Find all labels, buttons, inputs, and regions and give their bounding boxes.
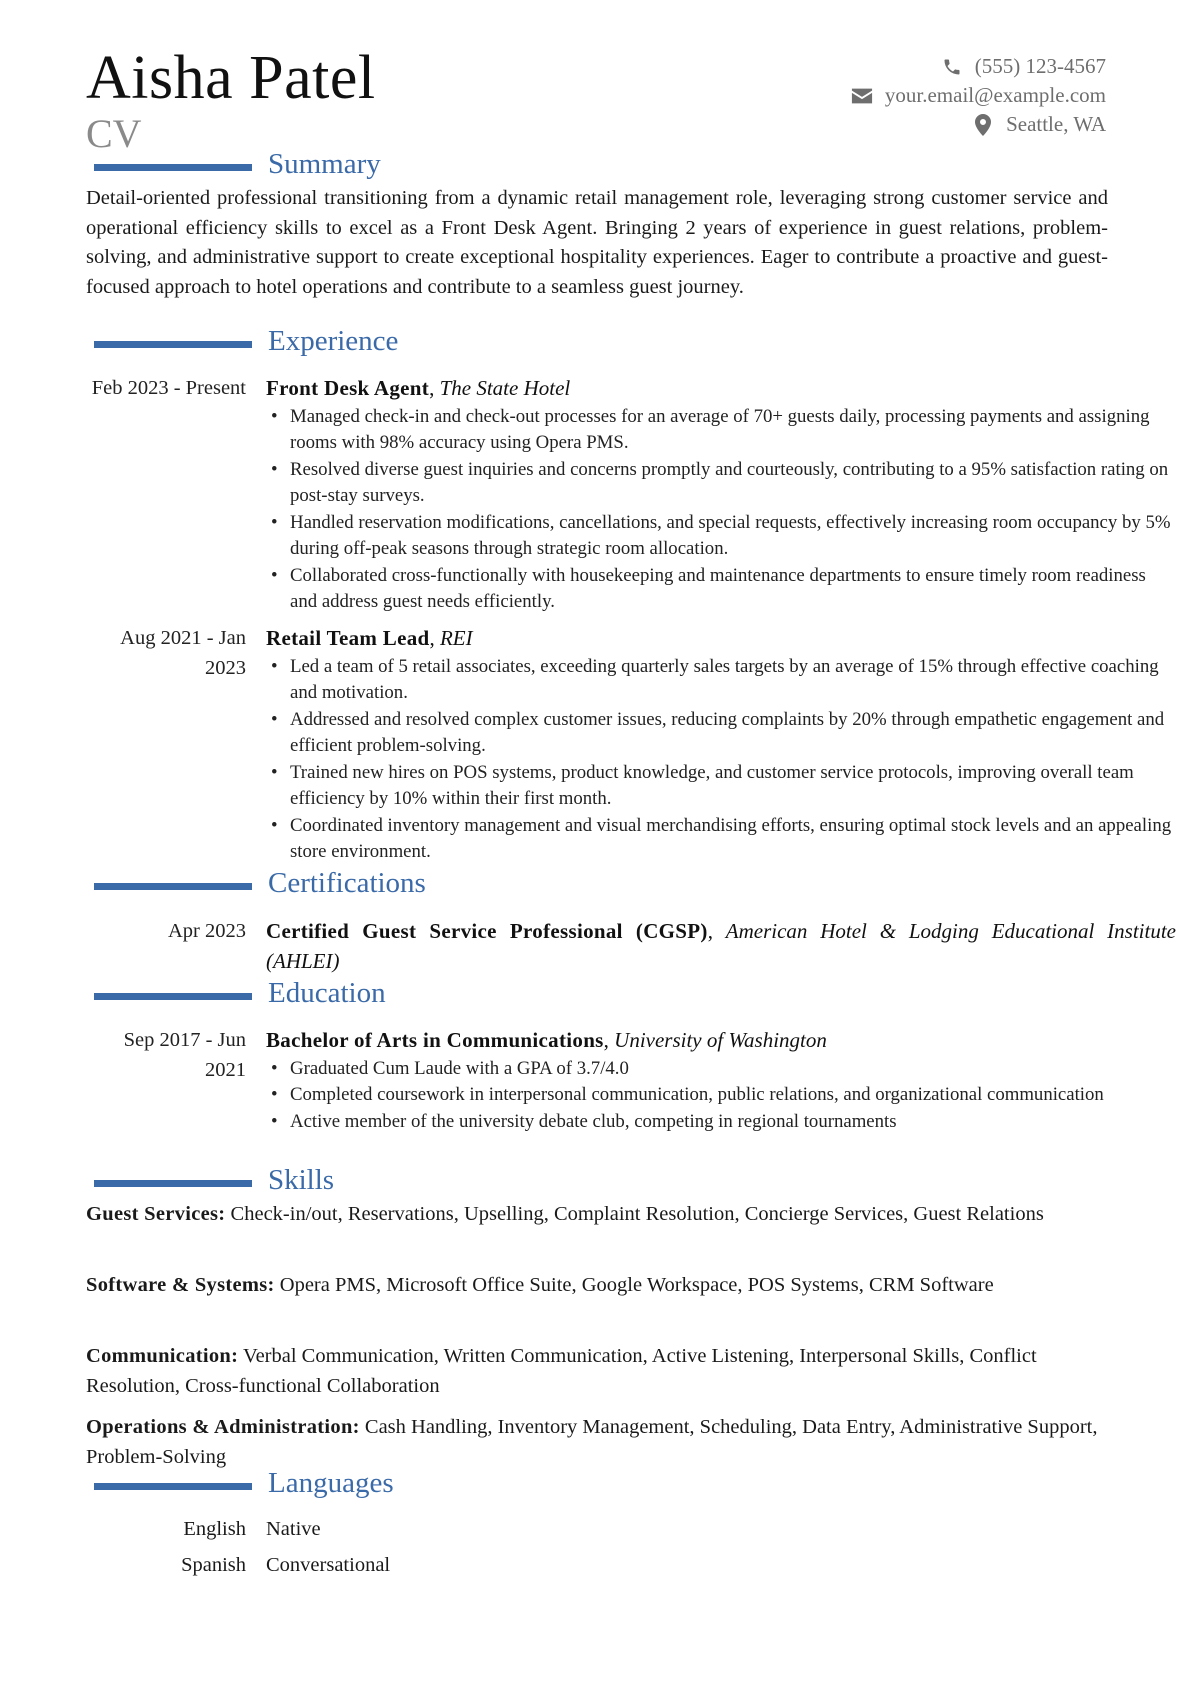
- entry-heading: Retail Team Lead, REI: [266, 626, 473, 650]
- experience-title: Experience: [268, 325, 399, 357]
- language-level: Conversational: [266, 1554, 391, 1576]
- skill-group: [86, 1413, 1108, 1472]
- entry-heading: Certified Guest Service Professional (CGSP), American Hotel & Lodging Educational Institute (AHLEI): [266, 919, 1176, 973]
- list-item: • Resolved diverse guest inquiries and concerns promptly and courteously, contributing to a 95% satisfaction rating on post-stay surveys.: [266, 457, 1176, 510]
- skill-group-label: Communication:: [86, 1345, 239, 1367]
- candidate-name: Aisha Patel: [86, 44, 376, 112]
- list-item: • Active member of the university debate club, competing in regional tournaments: [266, 1109, 1176, 1136]
- document-title: CV: [86, 111, 142, 156]
- section-accent-bar: [94, 341, 252, 348]
- envelope-icon: [851, 85, 873, 107]
- list-item: • Trained new hires on POS systems, product knowledge, and customer service protocols, improving overall team efficiency by 10% within their first month.: [266, 760, 1176, 813]
- list-item: • Coordinated inventory management and visual merchandising efforts, ensuring optimal stock levels and an appealing store environment.: [266, 813, 1176, 866]
- language-level: Native: [266, 1518, 321, 1540]
- skills-section-header: [86, 1166, 1106, 1200]
- section-accent-bar: [94, 883, 252, 890]
- entry-date: Aug 2021 - Jan 2023: [120, 627, 246, 679]
- degree-name: Bachelor of Arts in Communications: [266, 1028, 604, 1052]
- section-accent-bar: [94, 993, 252, 1000]
- entry-organization: REI: [439, 626, 473, 650]
- entry-heading: Front Desk Agent, The State Hotel: [266, 376, 571, 400]
- contact-phone: [706, 52, 1106, 81]
- contact-location: [706, 110, 1106, 139]
- entry-role: Retail Team Lead: [266, 626, 430, 650]
- list-item: • Handled reservation modifications, cancellations, and special requests, effectively increasing room occupancy by 5% during off-peak seasons through strategic room allocation.: [266, 510, 1176, 563]
- entry-organization: The State Hotel: [439, 376, 571, 400]
- section-accent-bar: [94, 164, 252, 171]
- entry-organization: University of Washington: [614, 1028, 827, 1052]
- skill-group-value: Opera PMS, Microsoft Office Suite, Google Workspace, POS Systems, CRM Software: [279, 1274, 994, 1296]
- skill-group-label: Software & Systems:: [86, 1274, 275, 1296]
- languages-section-header: [86, 1469, 1106, 1503]
- phone-text: (555) 123-4567: [974, 54, 1106, 78]
- certifications-title: Certifications: [268, 867, 426, 899]
- contact-email: [706, 81, 1106, 110]
- skill-group-value: Verbal Communication, Written Communication, Active Listening, Interpersonal Skills, Conflict Resolution, Cross-functional Collaboration: [86, 1345, 1037, 1397]
- entry-role: Front Desk Agent: [266, 376, 430, 400]
- entry-bullets: [266, 654, 1176, 866]
- entry-organization: American Hotel & Lodging Educational Institute (AHLEI): [266, 919, 1176, 973]
- certification-name: Certified Guest Service Professional (CGSP): [266, 919, 708, 943]
- list-item: • Completed coursework in interpersonal communication, public relations, and organizational communication: [266, 1082, 1176, 1109]
- summary-text: Detail-oriented professional transitioning from a dynamic retail management role, leveraging strong customer service and operational efficiency skills to excel as a Front Desk Agent. Bringing 2 years of experience in guest relations, problem-solving, and administrative support to create exceptional hospitality experiences. Eager to contribute a proactive and guest-focused approach to hotel operations and contribute to a seamless guest journey.: [86, 187, 1108, 298]
- entry-heading: Bachelor of Arts in Communications, University of Washington: [266, 1028, 827, 1052]
- skill-group: [86, 1200, 1108, 1230]
- skill-group-label: Operations & Administration:: [86, 1416, 360, 1438]
- email-text[interactable]: your.email@example.com: [884, 83, 1106, 107]
- entry-date: Sep 2017 - Jun 2021: [123, 1029, 246, 1081]
- languages-title: Languages: [268, 1467, 394, 1499]
- skill-group: [86, 1271, 1108, 1301]
- list-item: • Led a team of 5 retail associates, exceeding quarterly sales targets by an average of 15% through effective coaching and motivation.: [266, 654, 1176, 707]
- entry-bullets: [266, 1056, 1176, 1136]
- location-text: Seattle, WA: [1006, 112, 1106, 136]
- contact-block: [706, 52, 1106, 139]
- entry-date: Feb 2023 - Present: [91, 377, 246, 399]
- phone-icon: [941, 56, 963, 78]
- section-accent-bar: [94, 1180, 252, 1187]
- certifications-section-header: [86, 869, 1106, 903]
- summary-section-header: [86, 150, 1106, 184]
- education-title: Education: [268, 977, 386, 1009]
- skill-group-value: Cash Handling, Inventory Management, Scheduling, Data Entry, Administrative Support, Problem-Solving: [86, 1416, 1098, 1468]
- skill-group-value: Check-in/out, Reservations, Upselling, Complaint Resolution, Concierge Services, Guest Relations: [230, 1203, 1044, 1225]
- language-name: English: [183, 1518, 246, 1540]
- experience-section-header: [86, 327, 1106, 361]
- education-section-header: [86, 979, 1106, 1013]
- summary-title: Summary: [268, 148, 381, 180]
- list-item: • Graduated Cum Laude with a GPA of 3.7/4.0: [266, 1056, 1176, 1083]
- entry-date: Apr 2023: [167, 920, 246, 942]
- section-accent-bar: [94, 1483, 252, 1490]
- language-name: Spanish: [181, 1554, 246, 1576]
- skills-title: Skills: [268, 1164, 335, 1196]
- list-item: • Managed check-in and check-out processes for an average of 70+ guests daily, processing payments and assigning rooms with 98% accuracy using Opera PMS.: [266, 404, 1176, 457]
- skill-group-label: Guest Services:: [86, 1203, 226, 1225]
- skill-group: [86, 1342, 1108, 1401]
- entry-bullets: [266, 404, 1176, 616]
- list-item: • Collaborated cross-functionally with housekeeping and maintenance departments to ensure timely room readiness and address guest needs efficiently.: [266, 563, 1176, 616]
- map-marker-icon: [972, 114, 994, 136]
- list-item: • Addressed and resolved complex customer issues, reducing complaints by 20% through empathetic engagement and efficient problem-solving.: [266, 707, 1176, 760]
